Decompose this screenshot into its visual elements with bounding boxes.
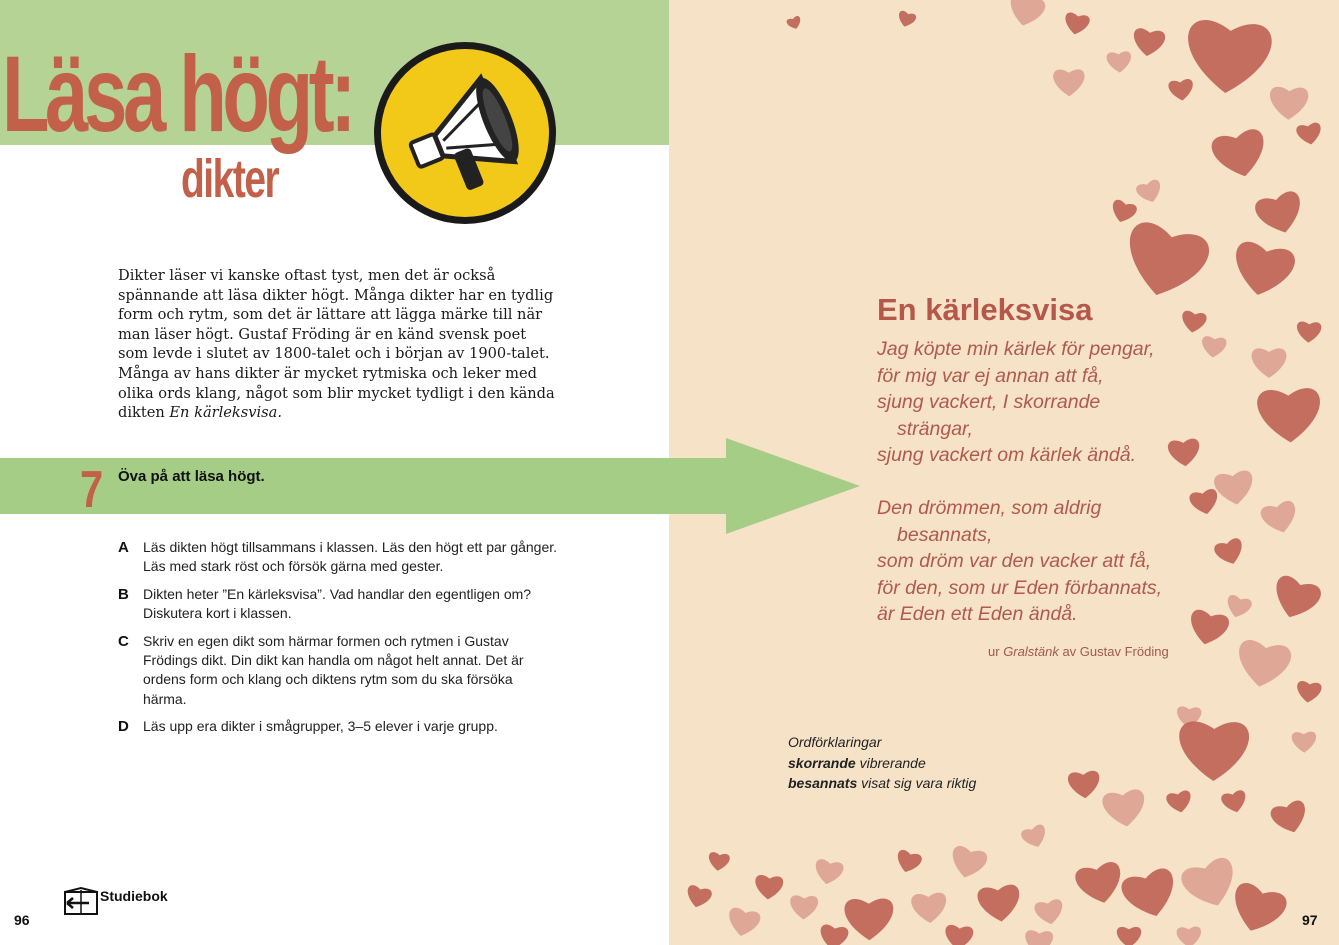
poem-line: strängar, — [897, 417, 973, 440]
task-letter: B — [118, 585, 129, 603]
poem-line: sjung vackert, I skorrande — [877, 391, 1101, 413]
heart-shape — [894, 849, 923, 876]
heart-shape — [1180, 310, 1207, 334]
heart-shape — [948, 844, 989, 881]
heart-shape — [896, 10, 917, 29]
heart-shape — [818, 924, 849, 945]
heart-shape — [1178, 721, 1249, 781]
heart-shape — [1117, 927, 1141, 945]
heart-shape — [1252, 348, 1287, 378]
intro-body: Dikter läser vi kanske oftast tyst, men det är också spännande att läsa dikter högt. Många dikter har en tydlig form och rytm, som det är lättare att lägga märke till när man läser högt. Gustaf Fröding är en känd svensk poet som levde i slutet av 1800-talet och i början av 1900-talet. Många av hans dikter är mycket rytmiska och leker med olika ords klang, något som blir mycket tydligt i den kända dikten — [118, 267, 555, 422]
intro-poem-title: En kärleksvisa. — [169, 404, 282, 422]
heart-shape — [1020, 823, 1050, 851]
heart-shape — [1186, 608, 1231, 648]
poem-line: är Eden ett Eden ändå. — [877, 603, 1078, 625]
heart-shape — [1224, 594, 1253, 621]
glossary-entry — [788, 753, 976, 774]
heart-shape — [754, 875, 784, 901]
exercise-title: Öva på att läsa högt. — [118, 468, 265, 485]
heart-shape — [1220, 789, 1249, 815]
heart-shape — [1063, 12, 1091, 37]
heart-shape — [1034, 898, 1066, 926]
heart-shape — [1295, 680, 1322, 704]
task-letter: C — [118, 632, 129, 650]
heart-shape — [1292, 731, 1317, 753]
heart-shape — [790, 895, 819, 920]
glossary-heading: Ordförklaringar — [788, 734, 882, 750]
heart-shape — [1296, 122, 1324, 147]
heart-shape — [1067, 770, 1101, 799]
heart-shape — [1269, 87, 1309, 121]
heart-shape — [844, 898, 894, 940]
intro-text — [118, 266, 558, 423]
poem-text — [877, 336, 1187, 628]
heart-shape — [1259, 499, 1300, 537]
task-text: Läs dikten högt tillsammans i klassen. Läs den högt ett par gånger. Läs med stark röst och försök gärna med gester. — [143, 539, 558, 575]
glossary-term: skorrande — [788, 754, 856, 771]
heart-shape — [1184, 19, 1274, 97]
page-number-right: 97 — [1302, 912, 1318, 928]
heart-shape — [1213, 469, 1256, 507]
heart-shape — [1119, 866, 1182, 923]
heart-shape — [1226, 880, 1290, 938]
heart-shape — [1210, 127, 1271, 182]
heart-shape — [1165, 790, 1193, 815]
page-number-left: 96 — [14, 912, 30, 928]
heart-shape — [1229, 239, 1298, 301]
page-subtitle: dikter — [181, 149, 279, 209]
task-letter: D — [118, 718, 129, 736]
heart-shape — [1006, 0, 1047, 30]
stanza-break — [877, 469, 1187, 496]
heart-shape — [1053, 69, 1085, 96]
exercise-arrow-band — [0, 438, 860, 534]
poem-line: besannats, — [897, 523, 993, 546]
heart-shape — [786, 15, 803, 31]
heart-shape — [707, 852, 730, 873]
poem-credit — [988, 644, 1169, 659]
task-text: Läs upp era dikter i smågrupper, 3–5 elever i varje grupp. — [143, 718, 498, 735]
poem-line: för mig var ej annan att få, — [877, 364, 1104, 387]
task-text: Skriv en egen dikt som härmar formen och rytmen i Gustav Frödings dikt. Din dikt kan handla om något helt annat. Det är ordens form och klang och diktens rytm som du ska försöka härma. — [143, 632, 524, 707]
task-item-d — [118, 717, 558, 736]
heart-shape — [1296, 321, 1321, 343]
heart-shape — [944, 924, 974, 945]
heart-shape — [1024, 930, 1053, 945]
task-text: Dikten heter ”En kärleksvisa”. Vad handlar den egentligen om? Diskutera kort i klassen. — [143, 585, 532, 622]
heart-shape — [1101, 788, 1147, 829]
heart-shape — [1188, 488, 1220, 517]
credit-work: Gralstänk — [1003, 644, 1059, 659]
heart-shape — [684, 884, 713, 910]
heart-shape — [911, 892, 948, 924]
task-list — [118, 538, 558, 745]
heart-shape — [725, 906, 761, 939]
heart-shape — [1118, 219, 1213, 306]
heart-shape — [1201, 336, 1227, 359]
heart-shape — [1073, 860, 1126, 908]
task-item-c — [118, 632, 558, 710]
heart-shape — [1108, 198, 1138, 225]
task-letter: A — [118, 539, 129, 556]
heart-shape — [1213, 537, 1247, 568]
glossary-term: besannats — [788, 775, 858, 791]
heart-shape — [1106, 51, 1132, 73]
task-item-b — [118, 585, 558, 624]
poem-line: som dröm var den vacker att få, — [877, 550, 1152, 572]
heart-shape — [1135, 178, 1165, 206]
heart-shape — [1234, 638, 1293, 691]
heart-shape — [1253, 189, 1307, 239]
exercise-number: 7 — [80, 461, 104, 519]
glossary-definition: vibrerande — [859, 754, 926, 771]
credit-suffix: av Gustav Fröding — [1062, 644, 1169, 659]
heart-shape — [1179, 855, 1243, 914]
credit-prefix: ur — [988, 644, 1000, 659]
heart-shape — [1269, 799, 1311, 838]
task-item-a — [118, 538, 558, 577]
heart-shape — [1168, 78, 1195, 102]
poem-line: sjung vackert om kärlek ändå. — [877, 444, 1137, 466]
glossary — [788, 732, 976, 794]
heart-shape — [1257, 387, 1323, 444]
heart-shape — [1268, 573, 1323, 624]
poem-line: Den drömmen, som aldrig — [877, 497, 1102, 519]
heart-shape — [1176, 926, 1201, 945]
megaphone-icon — [372, 40, 558, 226]
poem-title: En kärleksvisa — [877, 292, 1093, 327]
poem-line: Jag köpte min kärlek för pengar, — [877, 338, 1155, 360]
poem-line: för den, som ur Eden förbannats, — [877, 576, 1163, 599]
glossary-definition: visat sig vara riktig — [861, 775, 977, 791]
heart-shape — [977, 884, 1023, 924]
heart-shape — [1131, 27, 1166, 58]
page-title: Läsa högt: — [2, 33, 352, 154]
heart-shape — [813, 858, 845, 887]
glossary-entry — [788, 773, 976, 794]
studiebok-label: Studiebok — [100, 888, 168, 904]
